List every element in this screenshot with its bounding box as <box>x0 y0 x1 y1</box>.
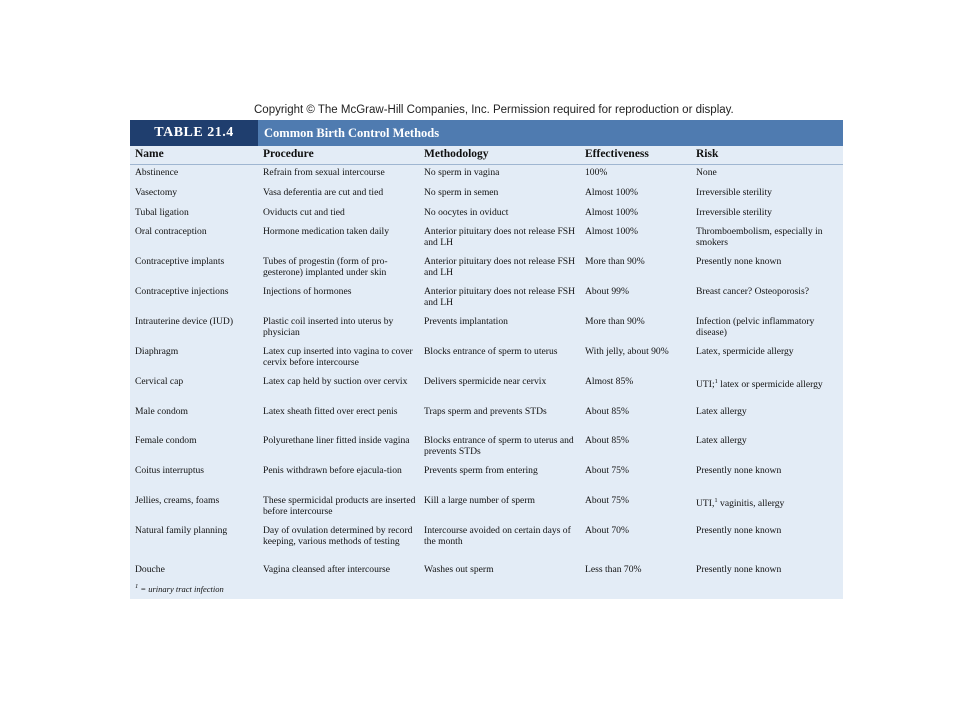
cell-methodology: Prevents implantation <box>424 316 508 327</box>
cell-methodology: Traps sperm and prevents STDs <box>424 406 547 417</box>
cell-name: Natural family planning <box>135 525 228 536</box>
cell-methodology: No sperm in vagina <box>424 167 500 178</box>
cell-risk: Irreversible sterility <box>696 207 772 218</box>
cell-methodology: Kill a large number of sperm <box>424 495 535 506</box>
cell-risk: Latex allergy <box>696 435 747 446</box>
table-row <box>130 564 843 584</box>
cell-procedure: These spermicidal products are inserted before intercourse <box>263 495 416 517</box>
cell-risk: Infection (pelvic inflammatory disease) <box>696 316 815 338</box>
risk-text: vaginitis, allergy <box>717 498 785 510</box>
cell-effectiveness: About 70% <box>585 525 629 536</box>
cell-procedure: Day of ovulation determined by record keeping, various methods of testing <box>263 525 413 547</box>
table-row <box>130 226 843 256</box>
cell-risk: Breast cancer? Osteoporosis? <box>696 286 809 297</box>
cell-procedure: Plastic coil inserted into uterus by physician <box>263 316 394 338</box>
birth-control-table <box>130 120 843 599</box>
cell-name: Contraceptive implants <box>135 256 225 267</box>
cell-risk: Presently none known <box>696 465 782 476</box>
cell-methodology: Anterior pituitary does not release FSH and LH <box>424 226 576 248</box>
cell-name: Intrauterine device (IUD) <box>135 316 234 327</box>
cell-risk <box>696 495 836 509</box>
cell-effectiveness: About 85% <box>585 406 629 417</box>
table-row <box>130 256 843 286</box>
table-row <box>130 286 843 316</box>
cell-risk <box>696 376 836 390</box>
cell-procedure: Refrain from sexual intercourse <box>263 167 385 178</box>
cell-methodology: Blocks entrance of sperm to uterus and prevents STDs <box>424 435 574 457</box>
copyright-notice: Copyright © The McGraw-Hill Companies, Inc. Permission required for reproduction or display. <box>254 104 734 116</box>
column-header-procedure: Procedure <box>263 148 314 160</box>
column-header-name: Name <box>135 148 164 160</box>
table-row <box>130 525 843 564</box>
cell-name: Jellies, creams, foams <box>135 495 220 506</box>
column-header-risk: Risk <box>696 148 719 160</box>
cell-methodology: Prevents sperm from entering <box>424 465 538 476</box>
risk-text: UTI; <box>696 379 715 391</box>
cell-methodology: Blocks entrance of sperm to uterus <box>424 346 558 357</box>
cell-methodology: Anterior pituitary does not release FSH and LH <box>424 286 576 308</box>
footnote-text: = urinary tract infection <box>138 583 224 594</box>
column-header-effectiveness: Effectiveness <box>585 148 649 160</box>
cell-name: Vasectomy <box>135 187 178 198</box>
table-row <box>130 316 843 346</box>
cell-procedure: Polyurethane liner fitted inside vagina <box>263 435 410 446</box>
table-footnote <box>135 583 224 594</box>
cell-risk: Thromboembolism, especially in smokers <box>696 226 823 248</box>
cell-effectiveness: Less than 70% <box>585 564 642 575</box>
cell-name: Female condom <box>135 435 197 446</box>
cell-name: Male condom <box>135 406 189 417</box>
cell-effectiveness: About 75% <box>585 495 629 506</box>
table-row <box>130 465 843 495</box>
table-row <box>130 346 843 376</box>
cell-effectiveness: More than 90% <box>585 256 645 267</box>
cell-effectiveness: 100% <box>585 167 608 178</box>
cell-name: Diaphragm <box>135 346 179 357</box>
footnote-ref: 1 <box>714 497 718 504</box>
cell-procedure: Latex cap held by suction over cervix <box>263 376 408 387</box>
table-row <box>130 495 843 525</box>
cell-risk: Presently none known <box>696 525 782 536</box>
cell-effectiveness: More than 90% <box>585 316 645 327</box>
cell-methodology: No sperm in semen <box>424 187 499 198</box>
cell-name: Coitus interruptus <box>135 465 205 476</box>
cell-methodology: Intercourse avoided on certain days of the month <box>424 525 571 547</box>
column-header-methodology: Methodology <box>424 148 489 160</box>
cell-procedure: Tubes of progestin (form of pro-gesterone) implanted under skin <box>263 256 388 278</box>
table-row <box>130 435 843 465</box>
table-row <box>130 187 843 207</box>
cell-effectiveness: Almost 100% <box>585 187 639 198</box>
footnote-ref: 1 <box>714 378 718 385</box>
risk-text: latex or spermicide allergy <box>717 379 823 391</box>
table-row <box>130 167 843 187</box>
cell-procedure: Injections of hormones <box>263 286 352 297</box>
cell-name: Cervical cap <box>135 376 184 387</box>
table-row <box>130 376 843 406</box>
cell-name: Abstinence <box>135 167 179 178</box>
cell-effectiveness: About 85% <box>585 435 629 446</box>
table-header-row <box>130 148 843 165</box>
table-body <box>130 167 843 584</box>
cell-procedure: Vasa deferentia are cut and tied <box>263 187 384 198</box>
table-title-bar <box>130 120 843 146</box>
cell-effectiveness: About 75% <box>585 465 629 476</box>
cell-risk: Latex allergy <box>696 406 747 417</box>
cell-name: Oral contraception <box>135 226 207 237</box>
table-row <box>130 406 843 435</box>
cell-procedure: Vagina cleansed after intercourse <box>263 564 391 575</box>
cell-procedure: Penis withdrawn before ejacula-tion <box>263 465 402 476</box>
table-number: TABLE 21.4 <box>130 120 258 146</box>
cell-risk: Irreversible sterility <box>696 187 772 198</box>
cell-name: Contraceptive injections <box>135 286 229 297</box>
cell-name: Douche <box>135 564 165 575</box>
cell-effectiveness: Almost 100% <box>585 207 639 218</box>
cell-methodology: Anterior pituitary does not release FSH and LH <box>424 256 576 278</box>
cell-methodology: No oocytes in oviduct <box>424 207 509 218</box>
cell-name: Tubal ligation <box>135 207 189 218</box>
cell-procedure: Hormone medication taken daily <box>263 226 390 237</box>
table-row <box>130 207 843 226</box>
cell-risk: Latex, spermicide allergy <box>696 346 794 357</box>
cell-risk: Presently none known <box>696 564 782 575</box>
cell-effectiveness: Almost 85% <box>585 376 634 387</box>
footnote-marker: 1 <box>135 583 139 590</box>
cell-procedure: Oviducts cut and tied <box>263 207 345 218</box>
table-title: Common Birth Control Methods <box>264 126 440 140</box>
cell-effectiveness: With jelly, about 90% <box>585 346 669 357</box>
cell-risk: None <box>696 167 717 178</box>
cell-effectiveness: About 99% <box>585 286 629 297</box>
cell-methodology: Washes out sperm <box>424 564 494 575</box>
cell-risk: Presently none known <box>696 256 782 267</box>
cell-procedure: Latex sheath fitted over erect penis <box>263 406 398 417</box>
cell-effectiveness: Almost 100% <box>585 226 639 237</box>
cell-procedure: Latex cup inserted into vagina to cover cervix before intercourse <box>263 346 413 368</box>
risk-text: UTI, <box>696 498 715 510</box>
cell-methodology: Delivers spermicide near cervix <box>424 376 547 387</box>
